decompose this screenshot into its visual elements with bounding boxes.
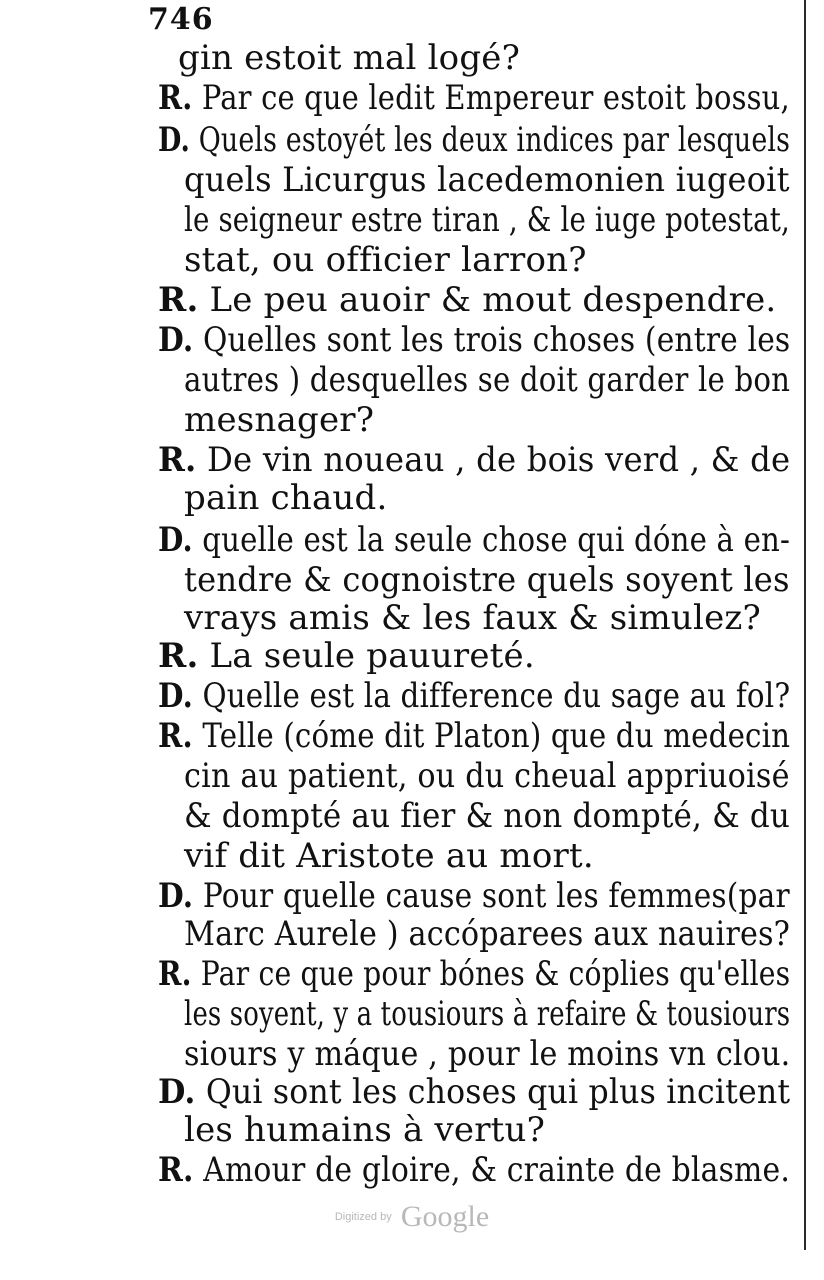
line-text: & dompté au fier & non dompté, & du: [184, 796, 791, 836]
line-text: cin au patient, ou du cheual appriuoisé: [184, 756, 790, 796]
text-line: [184, 160, 790, 200]
speaker-marker: D.: [158, 120, 191, 160]
text-line: [184, 240, 587, 280]
line-text: Par ce que ledit Empereur estoit bossu,: [201, 78, 790, 118]
text-line: [184, 796, 790, 836]
text-line: [184, 1034, 790, 1074]
text-line: [184, 360, 790, 400]
text-line: [184, 478, 388, 518]
text-line: [158, 440, 790, 480]
text-line: [184, 200, 790, 240]
speaker-marker: D.: [158, 320, 194, 360]
speaker-marker: R.: [158, 280, 199, 320]
text-line: [184, 756, 790, 796]
line-text: les humains à vertu?: [184, 1110, 546, 1150]
line-text: stat, ou officier larron?: [184, 240, 587, 280]
line-text: La seule pauureté.: [209, 636, 535, 676]
text-line: [158, 716, 790, 756]
speaker-marker: R.: [158, 954, 192, 994]
line-text: autres ) desquelles se doit garder le bon: [184, 360, 791, 400]
line-text: vif dit Aristote au mort.: [184, 836, 594, 876]
text-line: [158, 636, 535, 676]
line-text: tendre & cognoistre quels soyent les: [184, 560, 790, 600]
text-line: [158, 1072, 790, 1112]
text-line: [178, 38, 520, 78]
text-line: [184, 598, 761, 638]
text-line: [158, 876, 790, 916]
line-text: quelle est la seule chose qui dóne à en-: [202, 520, 791, 560]
text-line: [158, 954, 790, 994]
speaker-marker: D.: [158, 520, 193, 560]
line-text: quels Licurgus lacedemonien iugeoit: [184, 160, 790, 200]
text-line: [184, 400, 374, 440]
text-line: [158, 676, 790, 716]
speaker-marker: R.: [158, 440, 197, 480]
line-text: Amour de gloire, & crainte de blasme.: [203, 1150, 791, 1190]
text-line: [184, 560, 790, 600]
text-line: [184, 914, 790, 954]
speaker-marker: R.: [158, 1150, 194, 1190]
text-line: [184, 836, 594, 876]
line-text: les soyent, y a tousiours à refaire & tousiours: [184, 994, 791, 1034]
text-line: [158, 320, 790, 360]
line-text: gin estoit mal logé?: [178, 38, 521, 78]
line-text: Telle (cóme dit Platon) que du medecin: [202, 716, 791, 756]
digitization-stamp: [0, 1200, 824, 1234]
text-line: [158, 520, 790, 560]
line-text: Qui sont les choses qui plus incitent: [205, 1072, 791, 1112]
page-number: 746: [148, 2, 214, 37]
line-text: vrays amis & les faux & simulez?: [184, 598, 761, 638]
speaker-marker: R.: [158, 716, 193, 756]
line-text: mesnager?: [184, 400, 375, 440]
line-text: Quelle est la difference du sage au fol?: [202, 676, 791, 716]
line-text: pain chaud.: [184, 478, 388, 518]
text-line: [184, 1110, 545, 1150]
text-line: [158, 280, 776, 320]
speaker-marker: D.: [158, 1072, 196, 1112]
page-binding-edge: [804, 0, 806, 1250]
line-text: Quels estoyét les deux indices par lesquels: [198, 120, 791, 160]
text-line: [158, 120, 790, 160]
speaker-marker: R.: [158, 78, 193, 118]
line-text: Par ce que pour bónes & cóplies qu'elles: [200, 954, 791, 994]
line-text: De vin noueau , de bois verd , & de: [206, 440, 791, 480]
text-line: [184, 994, 790, 1034]
speaker-marker: D.: [158, 876, 194, 916]
speaker-marker: D.: [158, 676, 193, 716]
line-text: Marc Aurele ) accóparees aux nauires?: [184, 914, 791, 954]
line-text: Pour quelle cause sont les femmes(par: [202, 876, 790, 916]
line-text: siours y máque , pour le moins vn clou.: [184, 1034, 791, 1074]
line-text: Quelles sont les trois choses (entre les: [202, 320, 791, 360]
text-line: [158, 78, 790, 118]
text-line: [158, 1150, 790, 1190]
digitized-by-label: Digitized by: [334, 1211, 392, 1223]
line-text: Le peu auoir & mout despendre.: [209, 280, 777, 320]
speaker-marker: R.: [158, 636, 199, 676]
line-text: le seigneur estre tiran , & le iuge potestat,: [184, 200, 790, 240]
google-wordmark: Google: [400, 1200, 490, 1233]
